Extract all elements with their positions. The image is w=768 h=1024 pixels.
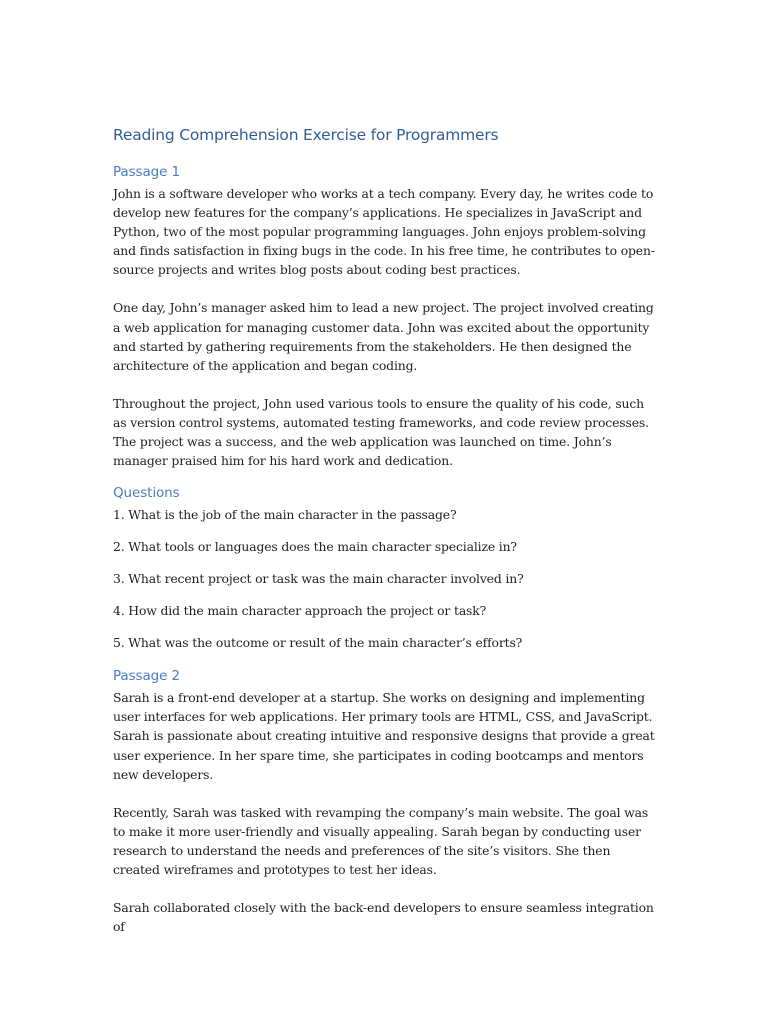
questions-heading: Questions	[113, 485, 180, 502]
question-4: 4. How did the main character approach the project or task?	[113, 603, 487, 619]
paragraph-spacer	[113, 279, 658, 298]
passage-2-paragraph-3: Sarah collaborated closely with the back-end developers to ensure seamless integration of	[113, 900, 654, 935]
paragraph-spacer	[113, 375, 658, 394]
passage-1-paragraph-3: Throughout the project, John used various tools to ensure the quality of his code, such as version control systems, automated testing frameworks, and code review processes. The project was a success, and the web application was launched on time. John’s manager praised him for his hard work and dedication.	[113, 395, 649, 469]
passage-2-paragraph-2: Recently, Sarah was tasked with revamping the company’s main website. The goal was to make it more user-friendly and visually appealing. Sarah began by conducting user research to understand the needs and preferences of the site’s visitors. She then created wireframes and prototypes to test her ideas.	[113, 804, 649, 877]
passage-2-paragraph-1: Sarah is a front-end developer at a startup. She works on designing and implementing user interfaces for web applications. Her primary tools are HTML, CSS, and JavaScript. Sarah is passionate about creating intuitive and responsive designs that provide a great user experience. In her spare time, she participates in coding bootcamps and mentors new developers.	[113, 690, 655, 782]
passage-1-paragraph-2: One day, John’s manager asked him to lead a new project. The project involved creating a web application for managing customer data. John was excited about the opportunity and started by gathering requirements from the stakeholders. He then designed the architecture of the application and began coding.	[113, 300, 654, 373]
question-1: 1. What is the job of the main character in the passage?	[113, 507, 457, 523]
passage-1-heading: Passage 1	[113, 164, 181, 180]
question-3: 3. What recent project or task was the main character involved in?	[113, 571, 524, 587]
passage-1-paragraph-1: John is a software developer who works at a tech company. Every day, he writes code to develop new features for the company’s applications. He specializes in JavaScript and Python, two of the most popular programming languages. John enjoys problem-solving and finds satisfaction in fixing bugs in the code. In his free time, he contributes to open-source projects and writes blog posts about coding best practices.	[113, 186, 655, 278]
question-2: 2. What tools or languages does the main character specialize in?	[113, 539, 517, 555]
passage-2-heading: Passage 2	[113, 668, 181, 685]
paragraph-spacer	[113, 879, 658, 898]
paragraph-spacer	[113, 784, 658, 803]
question-5: 5. What was the outcome or result of the main character’s efforts?	[113, 635, 523, 651]
document-body	[113, 123, 658, 936]
document-title: Reading Comprehension Exercise for Programmers	[113, 126, 499, 144]
